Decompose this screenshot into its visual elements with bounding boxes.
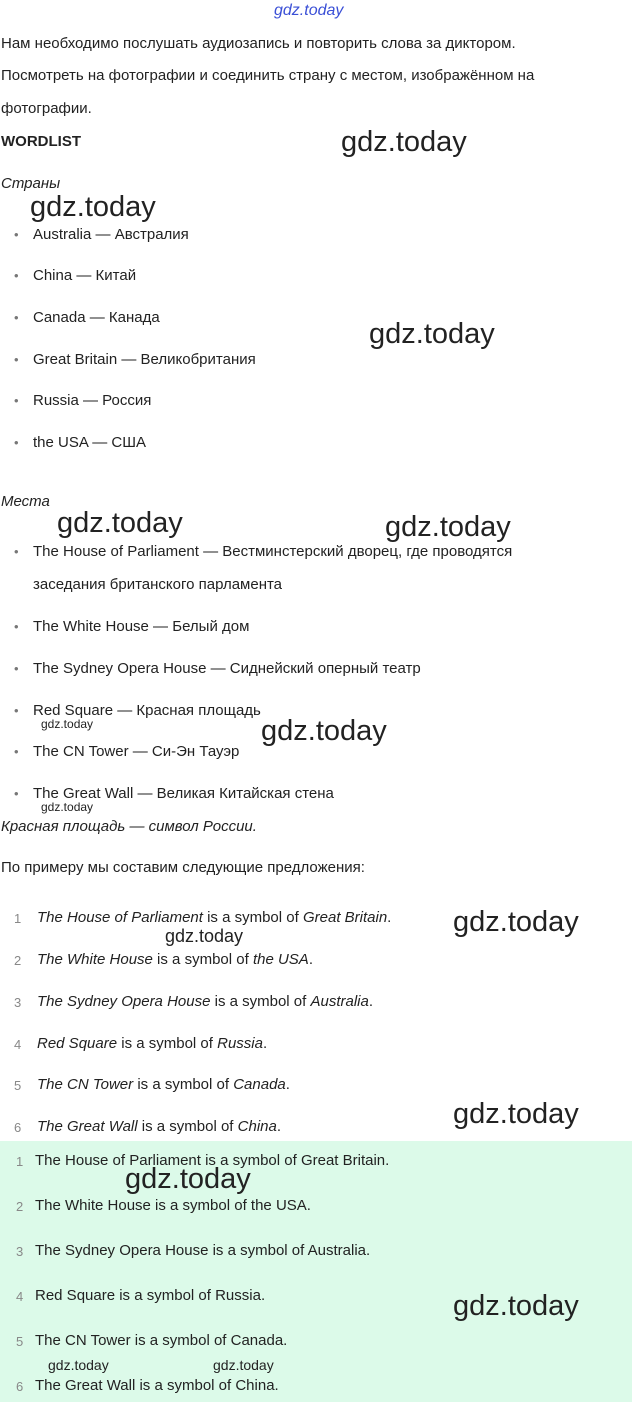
list-item-continuation: заседания британского парламента [33, 576, 283, 593]
list-item: • the USA — США [14, 434, 146, 451]
watermark: gdz.today [341, 126, 467, 158]
watermark: gdz.today [369, 318, 495, 350]
answer-number: 1 [16, 1154, 24, 1169]
watermark: gdz.today [41, 717, 94, 731]
answer-sentence: The House of Parliament is a symbol of Great Britain. [35, 1152, 390, 1169]
list-item: • Australia — Австралия [14, 226, 189, 243]
sentence: The Great Wall is a symbol of China. [37, 1118, 282, 1135]
watermark: gdz.today [41, 800, 94, 814]
sentence-number: 4 [14, 1037, 22, 1052]
sentence: Red Square is a symbol of Russia. [37, 1035, 268, 1052]
countries-heading: Страны [1, 175, 61, 192]
sentence-number: 5 [14, 1078, 22, 1093]
instruction-text: По примеру мы составим следующие предложения: [1, 859, 365, 876]
intro-line-2: Посмотреть на фотографии и соединить страну с местом, изображённом на [1, 67, 535, 84]
list-item: • Russia — Россия [14, 392, 152, 409]
places-heading: Места [1, 493, 50, 510]
watermark: gdz.today [453, 1098, 579, 1130]
list-item: • The Sydney Opera House — Сиднейский оперный театр [14, 660, 421, 677]
list-item: • China — Китай [14, 267, 137, 284]
intro-line-1: Нам необходимо послушать аудиозапись и повторить слова за диктором. [1, 35, 516, 52]
list-item: • The Great Wall — Великая Китайская стена [14, 785, 334, 802]
answer-number: 6 [16, 1379, 24, 1394]
wordlist-heading: WORDLIST [1, 133, 81, 150]
answer-sentence: The CN Tower is a symbol of Canada. [35, 1332, 288, 1349]
sentence-number: 3 [14, 995, 22, 1010]
watermark: gdz.today [30, 191, 156, 223]
sentence: The White House is a symbol of the USA. [37, 951, 313, 968]
watermark: gdz.today [48, 1357, 109, 1373]
example-sentence: Красная площадь — символ России. [1, 818, 257, 835]
watermark: gdz.today [57, 507, 183, 539]
list-item: • The White House — Белый дом [14, 618, 250, 635]
list-item: • The CN Tower — Си-Эн Тауэр [14, 743, 240, 760]
intro-line-3: фотографии. [1, 100, 92, 117]
watermark: gdz.today [213, 1357, 274, 1373]
watermark: gdz.today [125, 1163, 251, 1195]
answer-sentence: The Sydney Opera House is a symbol of Australia. [35, 1242, 371, 1259]
answer-number: 2 [16, 1199, 24, 1214]
watermark: gdz.today [385, 511, 511, 543]
sentence-number: 1 [14, 911, 22, 926]
sentence: The Sydney Opera House is a symbol of Australia. [37, 993, 374, 1010]
watermark: gdz.today [453, 906, 579, 938]
answer-number: 3 [16, 1244, 24, 1259]
watermark: gdz.today [165, 926, 244, 946]
list-item: • The House of Parliament — Вестминстерский дворец, где проводятся [14, 543, 513, 560]
sentence: The CN Tower is a symbol of Canada. [37, 1076, 290, 1093]
watermark: gdz.today [261, 715, 387, 747]
top-watermark: gdz.today [274, 2, 344, 19]
answer-sentence: The Great Wall is a symbol of China. [35, 1377, 279, 1394]
answer-sentence: The White House is a symbol of the USA. [35, 1197, 311, 1214]
watermark: gdz.today [453, 1290, 579, 1322]
sentence: The House of Parliament is a symbol of Great Britain. [37, 909, 392, 926]
list-item: • Canada — Канада [14, 309, 160, 326]
sentence-number: 6 [14, 1120, 22, 1135]
answer-number: 4 [16, 1289, 24, 1304]
list-item: • Great Britain — Великобритания [14, 351, 256, 368]
answer-sentence: Red Square is a symbol of Russia. [35, 1287, 266, 1304]
sentence-number: 2 [14, 953, 22, 968]
list-item: • Red Square — Красная площадь [14, 702, 261, 719]
answer-number: 5 [16, 1334, 24, 1349]
